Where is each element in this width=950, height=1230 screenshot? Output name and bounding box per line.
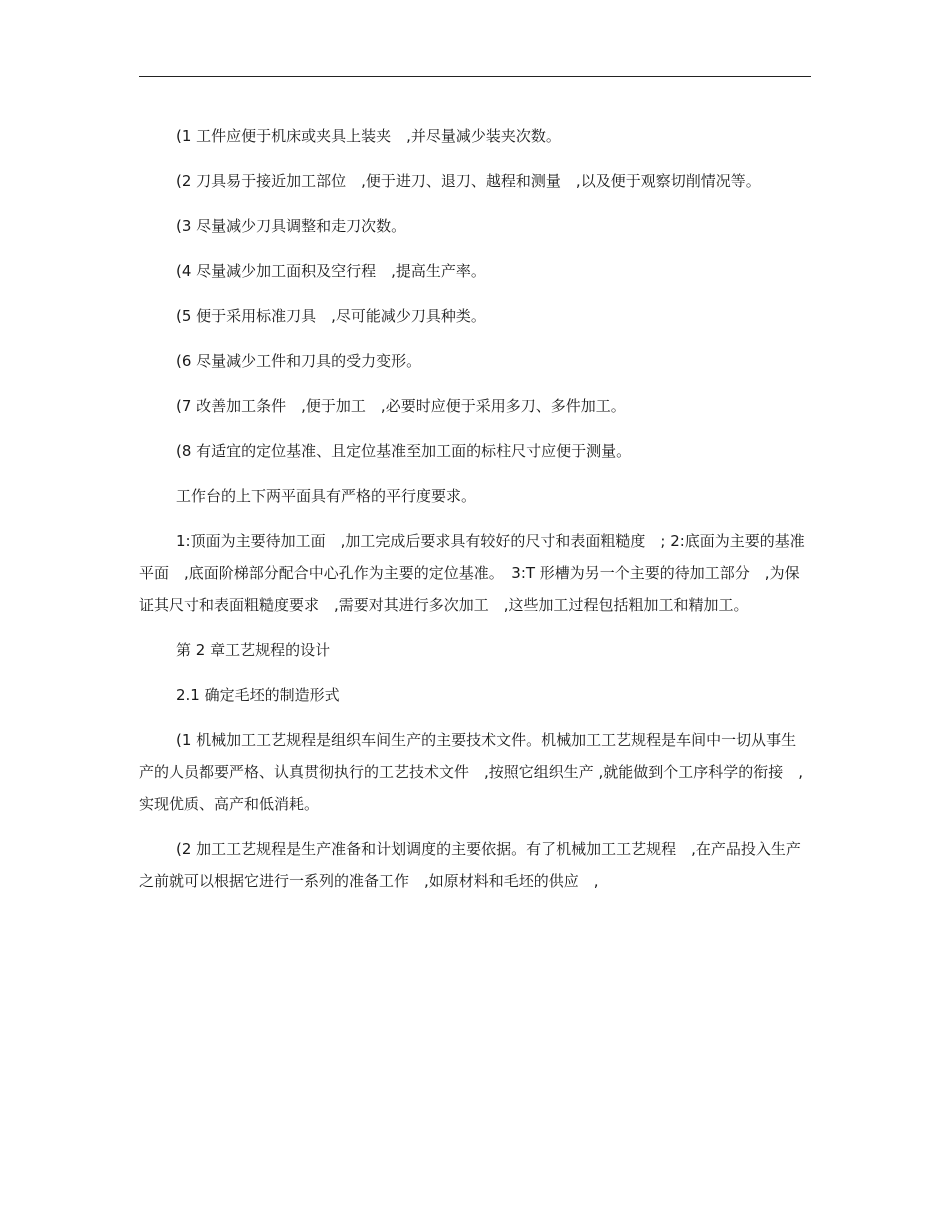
process-paragraph-1: (1 机械加工工艺规程是组织车间生产的主要技术文件。机械加工工艺规程是车间中一切从事生产的人员都要严格、认真贯彻执行的工艺技术文件 ,按照它组织生产 ,就能做到个工序科学的衔接 ,实现优质、高产和低消耗。 [139, 731, 804, 813]
list-item-8: (8 有适宜的定位基准、且定位基准至加工面的标柱尺寸应便于测量。 [176, 442, 632, 460]
section-heading: 2.1 确定毛坯的制造形式 [176, 686, 340, 704]
surface-analysis: 1:顶面为主要待加工面 ,加工完成后要求具有较好的尺寸和表面粗糙度 ; 2:底面为主要的基准平面 ,底面阶梯部分配合中心孔作为主要的定位基准。 3:T 形槽为另一个主要的待加工部分 ,为保证其尺寸和表面粗糙度要求 ,需要对其进行多次加工 ,这些加工过程包括粗加工和精加工。 [139, 532, 805, 614]
worktable-requirement: 工作台的上下两平面具有严格的平行度要求。 [176, 487, 477, 505]
list-item-4: (4 尽量减少加工面积及空行程 ,提高生产率。 [176, 262, 486, 280]
list-item-7: (7 改善加工条件 ,便于加工 ,必要时应便于采用多刀、多件加工。 [176, 397, 626, 415]
list-item-6: (6 尽量减少工件和刀具的受力变形。 [176, 352, 422, 370]
list-item-2: (2 刀具易于接近加工部位 ,便于进刀、退刀、越程和测量 ,以及便于观察切削情况等。 [176, 172, 761, 190]
chapter-heading: 第 2 章工艺规程的设计 [176, 641, 331, 659]
header-rule [139, 76, 811, 77]
document-body [139, 120, 811, 910]
list-item-1: (1 工件应便于机床或夹具上装夹 ,并尽量减少装夹次数。 [176, 127, 561, 145]
list-item-3: (3 尽量减少刀具调整和走刀次数。 [176, 217, 407, 235]
list-item-5: (5 便于采用标准刀具 ,尽可能减少刀具种类。 [176, 307, 486, 325]
process-paragraph-2: (2 加工工艺规程是生产准备和计划调度的主要依据。有了机械加工工艺规程 ,在产品投入生产之前就可以根据它进行一系列的准备工作 ,如原材料和毛坯的供应 , [139, 840, 801, 890]
